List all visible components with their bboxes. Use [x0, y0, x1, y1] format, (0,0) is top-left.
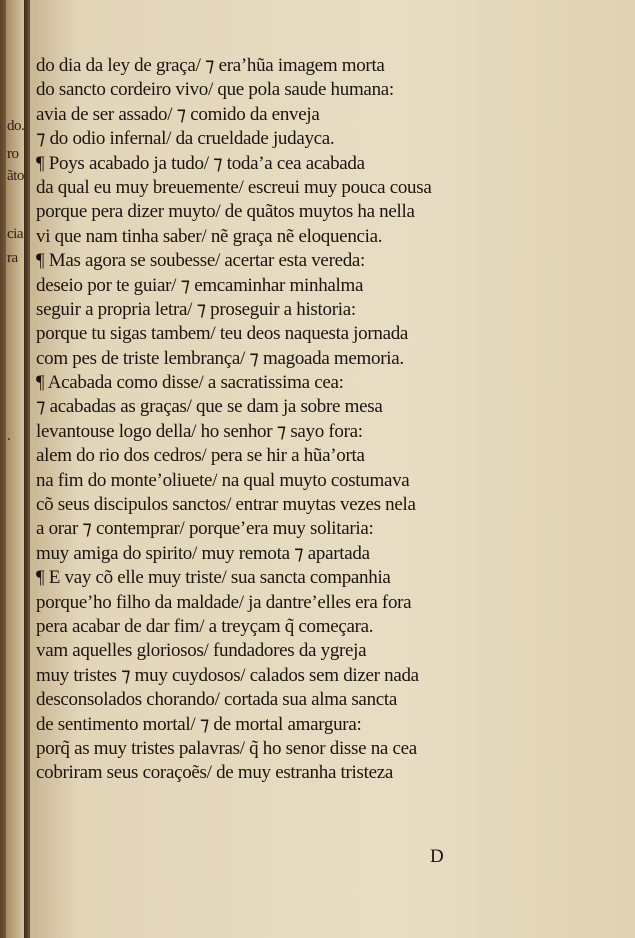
- text-line: cobriram seus coraçoẽs/ de muy estranha tristeza: [36, 762, 394, 784]
- text-line: vi que nam tinha saber/ nẽ graça nẽ eloquencia.: [36, 225, 383, 247]
- text-line: ¶ Mas agora se soubesse/ acertar esta vereda:: [36, 250, 366, 272]
- text-line: porque pera dizer muyto/ de quãtos muytos ha nella: [36, 201, 415, 223]
- book-page: [30, 0, 635, 938]
- previous-page-margin: [6, 0, 26, 938]
- text-line: ¶ E vay cõ elle muy triste/ sua sancta companhia: [36, 567, 391, 589]
- catchword: D: [430, 846, 444, 867]
- text-line: deseio por te guiar/ ⁊ emcaminhar minhalma: [36, 274, 364, 296]
- text-line: a orar ⁊ contemprar/ porque’era muy solitaria:: [36, 518, 374, 540]
- text-line: de sentimento mortal/ ⁊ de mortal amargura:: [36, 713, 362, 735]
- text-line: cõ seus discipulos sanctos/ entrar muytas vezes nela: [36, 494, 416, 516]
- text-line: seguir a propria letra/ ⁊ proseguir a historia:: [36, 298, 356, 320]
- margin-fragment: cia: [7, 226, 23, 242]
- text-line: da qual eu muy breuemente/ escreui muy pouca cousa: [36, 176, 432, 198]
- text-line: com pes de triste lembrança/ ⁊ magoada memoria.: [36, 347, 404, 369]
- text-line: ⁊ acabadas as graças/ que se dam ja sobre mesa: [36, 396, 383, 418]
- margin-fragment: do.: [7, 118, 25, 134]
- text-line: alem do rio dos cedros/ pera se hir a hũa’orta: [36, 445, 365, 467]
- text-line: ¶ Acabada como disse/ a sacratissima cea:: [36, 372, 344, 394]
- text-line: vam aquelles gloriosos/ fundadores da ygreja: [36, 640, 367, 662]
- text-line: ⁊ do odio infernal/ da crueldade judayca.: [36, 128, 335, 150]
- text-line: muy tristes ⁊ muy cuydosos/ calados sem dizer nada: [36, 664, 419, 686]
- margin-fragment: ra: [7, 250, 18, 266]
- text-line: do sancto cordeiro vivo/ que pola saude humana:: [36, 79, 394, 101]
- text-line: porque’ho filho da maldade/ ja dantre’elles era fora: [36, 591, 412, 613]
- text-line: muy amiga do spirito/ muy remota ⁊ apartada: [36, 542, 370, 564]
- text-line: na fim do monte’oliuete/ na qual muyto costumava: [36, 469, 410, 491]
- text-line: avia de ser assado/ ⁊ comido da enveja: [36, 103, 320, 125]
- margin-fragment: ro: [7, 146, 19, 162]
- text-line: do dia da ley de graça/ ⁊ era’hũa imagem morta: [36, 55, 385, 76]
- text-line: porque tu sigas tambem/ teu deos naquesta jornada: [36, 323, 409, 345]
- text-line: desconsolados chorando/ cortada sua alma sancta: [36, 689, 398, 711]
- text-line: ¶ Poys acabado ja tudo/ ⁊ toda’a cea acabada: [36, 152, 365, 174]
- verse-text: [36, 54, 556, 786]
- margin-fragment: ãto: [7, 168, 24, 184]
- text-line: porq̃ as muy tristes palavras/ q̃ ho senor disse na cea: [36, 737, 417, 759]
- text-line: levantouse logo della/ ho senhor ⁊ sayo fora:: [36, 420, 363, 442]
- margin-fragment: .: [7, 428, 11, 444]
- text-line: pera acabar de dar fim/ a treyçam q̃ começara.: [36, 615, 374, 637]
